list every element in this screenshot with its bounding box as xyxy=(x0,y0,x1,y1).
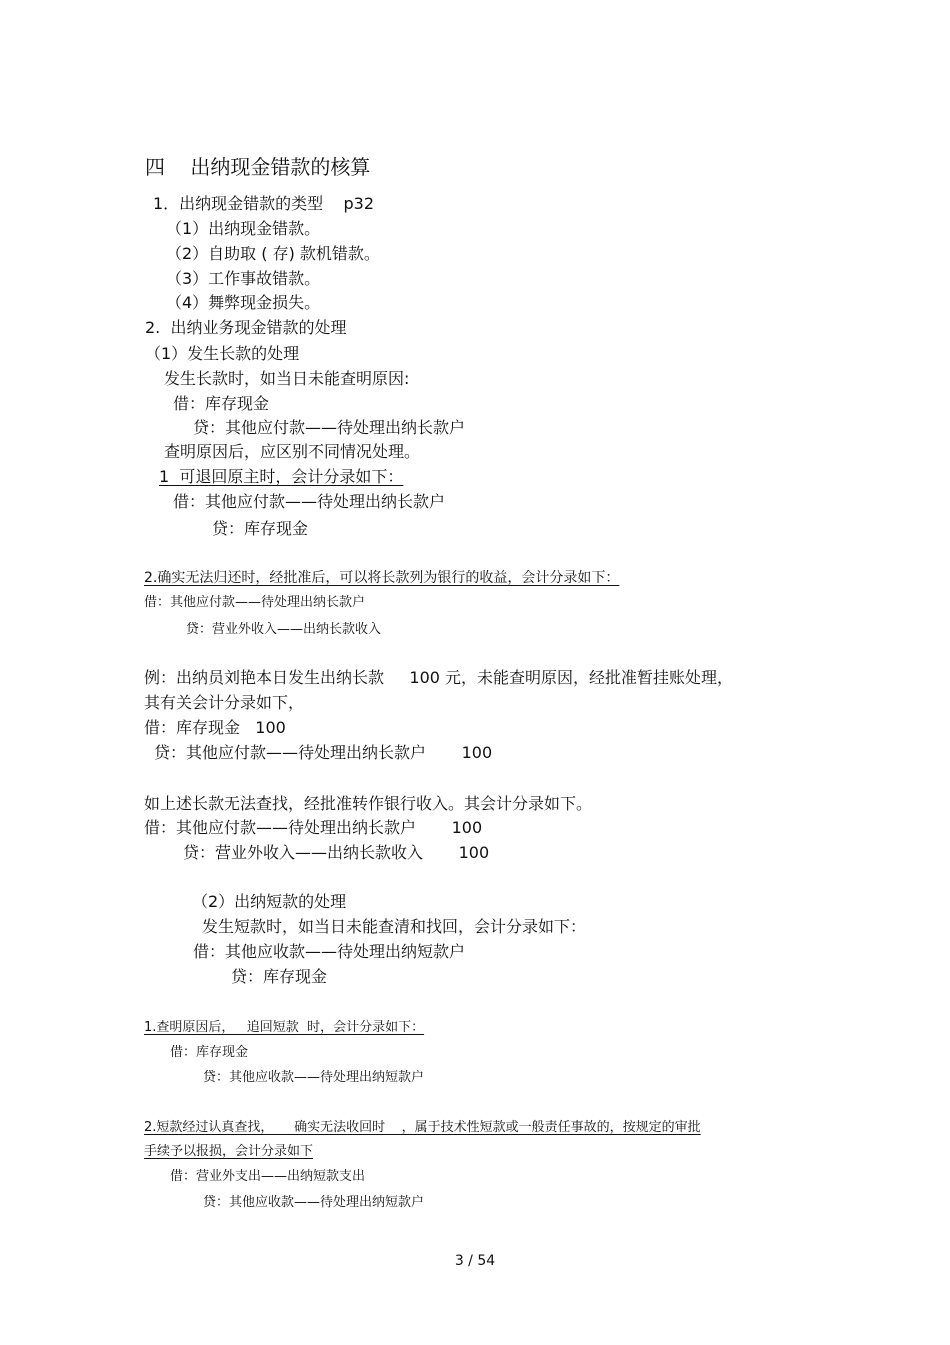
long-heading: （1）发生长款的处理 xyxy=(145,344,300,363)
short-case1-debit: 借：库存现金 xyxy=(170,1045,249,1060)
part1-item: （1）出纳现金错款。 xyxy=(166,219,321,238)
section-title: 四 出纳现金错款的核算 xyxy=(145,155,371,179)
example-follow-debit: 借：其他应付款——待处理出纳长款户 100 xyxy=(144,818,483,837)
short-case1-credit: 贷：其他应收款——待处理出纳短款户 xyxy=(203,1070,425,1085)
part1-item: （4）舞弊现金损失。 xyxy=(166,293,321,312)
long-case1-credit: 贷：库存现金 xyxy=(212,519,309,538)
long-case1-title: 1 可退回原主时，会计分录如下： xyxy=(159,467,404,486)
part1-heading: 1．出纳现金错款的类型 p32 xyxy=(153,194,375,213)
short-intro: 发生短款时，如当日未能查清和找回，会计分录如下： xyxy=(202,917,587,936)
long-entry-debit: 借：库存现金 xyxy=(173,394,270,413)
page-indicator: 3 / 54 xyxy=(454,1253,496,1269)
part1-item: （3）工作事故错款。 xyxy=(166,269,321,288)
short-entry-credit: 贷：库存现金 xyxy=(231,967,328,986)
short-case2-debit: 借：营业外支出——出纳短款支出 xyxy=(170,1169,366,1184)
long-after: 查明原因后，应区别不同情况处理。 xyxy=(164,442,421,461)
example-line1: 例：出纳员刘艳本日发生出纳长款 100 元，未能查明原因，经批准暂挂账处理， xyxy=(144,668,734,687)
long-case2-title: 2.确实无法归还时，经批准后，可以将长款列为银行的收益，会计分录如下： xyxy=(144,570,620,586)
short-case2-credit: 贷：其他应收款——待处理出纳短款户 xyxy=(203,1195,425,1210)
long-entry-credit: 贷：其他应付款——待处理出纳长款户 xyxy=(193,418,466,437)
short-case2-title-line1: 2.短款经过认真查找， 确实无法收回时 ，属于技术性短款或一般责任事故的，按规定的审批 xyxy=(144,1120,701,1135)
example-credit: 贷：其他应付款——待处理出纳长款户 100 xyxy=(154,743,493,762)
short-case2-title-line2: 手续予以报损，会计分录如下 xyxy=(144,1144,314,1159)
example-follow: 如上述长款无法查找，经批准转作银行收入。其会计分录如下。 xyxy=(144,794,593,813)
short-entry-debit: 借：其他应收款——待处理出纳短款户 xyxy=(193,942,466,961)
example-follow-credit: 贷：营业外收入——出纳长款收入 100 xyxy=(183,843,490,862)
part2-heading: 2. 出纳业务现金错款的处理 xyxy=(145,318,347,337)
long-case2-credit: 贷：营业外收入——出纳长款收入 xyxy=(186,622,382,637)
example-debit: 借：库存现金 100 xyxy=(144,718,286,737)
part1-item: （2）自助取 ( 存) 款机错款。 xyxy=(166,244,380,263)
example-line2: 其有关会计分录如下， xyxy=(144,693,305,712)
short-heading: （2）出纳短款的处理 xyxy=(192,892,347,911)
short-case1-title: 1.查明原因后， 追回短款 时，会计分录如下： xyxy=(144,1020,425,1035)
long-case1-debit: 借：其他应付款——待处理出纳长款户 xyxy=(173,492,446,511)
long-case2-debit: 借：其他应付款——待处理出纳长款户 xyxy=(144,595,366,610)
long-intro: 发生长款时，如当日未能查明原因: xyxy=(164,369,410,388)
